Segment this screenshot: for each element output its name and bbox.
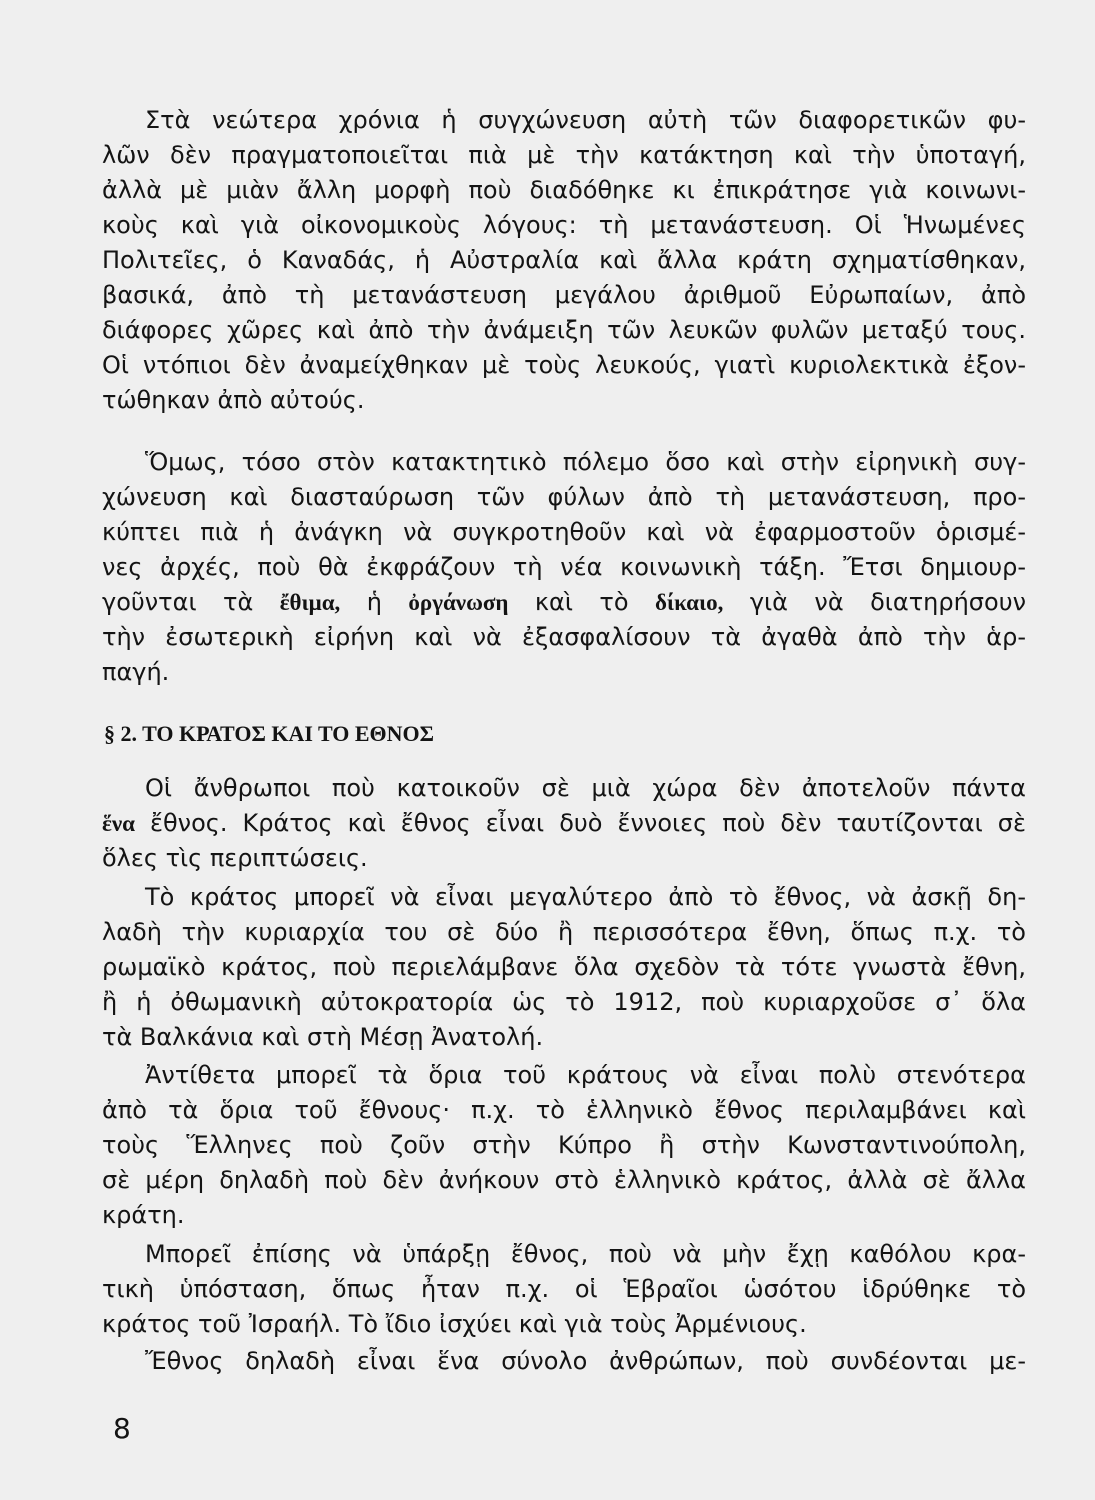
text-line: τώθηκαν ἀπὸ αὐτούς. [102,386,365,414]
text-line: παγή. [102,658,170,686]
text-line: Ἔθνος δηλαδὴ εἶναι ἕνα σύνολο ἀνθρώπων, ποὺ συνδέονται με- [145,1347,1026,1375]
text-line: σὲ μέρη δηλαδὴ ποὺ δὲν ἀνήκουν στὸ ἑλληνικὸ κράτος, ἀλλὰ σὲ ἄλλα [102,1166,1026,1194]
text-line: τοὺς Ἕλληνες ποὺ ζοῦν στὴν Κύπρο ἢ στὴν Κωνσταντινούπολη, [102,1131,1026,1159]
text-line: κύπτει πιὰ ἡ ἀνάγκη νὰ συγκροτηθοῦν καὶ νὰ ἐφαρμοστοῦν ὁρισμέ- [102,518,1026,546]
text-line: Μπορεῖ ἐπίσης νὰ ὑπάρξῃ ἔθνος, ποὺ νὰ μὴν ἔχῃ καθόλου κρα- [145,1240,1026,1268]
paragraph-nation-without-state [102,1237,1026,1342]
text-segment: ἔθνος. Κράτος καὶ ἔθνος εἶναι δυὸ ἔννοιες ποὺ δὲν ταυτίζονται σὲ [134,809,1026,837]
text-line: ὅλες τὶς περιπτώσεις. [102,844,368,872]
text-line: τὴν ἐσωτερικὴ εἰρήνη καὶ νὰ ἐξασφαλίσουν τὰ ἀγαθὰ ἀπὸ τὴν ἁρ- [102,623,1026,651]
page-number: 8 [113,1412,131,1445]
term-organization: ὀργάνωση [408,590,509,615]
text-line: νες ἀρχές, ποὺ θὰ ἐκφράζουν τὴ νέα κοινωνικὴ τάξη. Ἔτσι δημιουρ- [102,553,1026,581]
text-line-with-emphasis [102,806,1026,841]
term-law: δίκαιο, [655,590,724,615]
paragraph-nation-definition [102,1344,1026,1379]
text-line: Στὰ νεώτερα χρόνια ἡ συγχώνευση αὐτὴ τῶν διαφορετικῶν φυ- [145,106,1026,134]
text-line: ρωμαϊκὸ κράτος, ποὺ περιελάμβανε ὅλα σχεδὸν τὰ τότε γνωστὰ ἔθνη, [102,953,1026,981]
text-line: διάφορες χῶρες καὶ ἀπὸ τὴν ἀνάμειξη τῶν λευκῶν φυλῶν μεταξύ τους. [102,316,1026,344]
text-line: βασικά, ἀπὸ τὴ μετανάστευση μεγάλου ἀριθμοῦ Εὐρωπαίων, ἀπὸ [102,281,1026,309]
text-line: Οἱ ἄνθρωποι ποὺ κατοικοῦν σὲ μιὰ χώρα δὲν ἀποτελοῦν πάντα [145,774,1026,802]
text-line-with-terms [102,585,1026,620]
text-line: κράτη. [102,1201,185,1229]
text-line: ἀλλὰ μὲ μιὰν ἄλλη μορφὴ ποὺ διαδόθηκε κι ἐπικράτησε γιὰ κοινωνι- [102,176,1026,204]
paragraph-people-nation [102,771,1026,876]
text-segment: ἡ [340,588,409,616]
text-line: λαδὴ τὴν κυριαρχία του σὲ δύο ἢ περισσότερα ἔθνη, ὅπως π.χ. τὸ [102,918,1026,946]
text-line: κοὺς καὶ γιὰ οἰκονομικοὺς λόγους: τὴ μετανάστευση. Οἱ Ἡνωμένες [102,211,1026,239]
section-heading: § 2. ΤΟ ΚΡΑΤΟΣ ΚΑΙ ΤΟ ΕΘΝΟΣ [104,721,435,746]
text-segment: γοῦνται τὰ [102,588,280,616]
text-segment: καὶ τὸ [508,588,655,616]
text-segment: γιὰ νὰ διατηρήσουν [723,588,1026,616]
text-line: λῶν δὲν πραγματοποιεῖται πιὰ μὲ τὴν κατάκτηση καὶ τὴν ὑποταγή, [102,141,1026,169]
text-line: ἀπὸ τὰ ὅρια τοῦ ἔθνους· π.χ. τὸ ἑλληνικὸ ἔθνος περιλαμβάνει καὶ [102,1096,1026,1124]
text-line: χώνευση καὶ διασταύρωση τῶν φύλων ἀπὸ τὴ μετανάστευση, προ- [102,483,1026,511]
text-line: κράτος τοῦ Ἰσραήλ. Τὸ ἴδιο ἰσχύει καὶ γιὰ τοὺς Ἀρμένιους. [102,1310,807,1338]
paragraph-immigration [102,103,1026,418]
emphasis-one: ἕνα [102,811,135,836]
term-customs: ἔθιμα, [279,590,341,615]
text-line: τικὴ ὑπόσταση, ὅπως ἦταν π.χ. οἱ Ἑβραῖοι ὡσότου ἱδρύθηκε τὸ [102,1275,1026,1303]
text-line: τὰ Βαλκάνια καὶ στὴ Μέσῃ Ἀνατολή. [102,1023,544,1051]
text-line: Οἱ ντόπιοι δὲν ἀναμείχθηκαν μὲ τοὺς λευκούς, γιατὶ κυριολεκτικὰ ἐξον- [102,351,1026,379]
text-line: Πολιτεῖες, ὁ Καναδάς, ἡ Αὐστραλία καὶ ἄλλα κράτη σχηματίσθηκαν, [102,246,1026,274]
text-line: Ἀντίθετα μπορεῖ τὰ ὅρια τοῦ κράτους νὰ εἶναι πολὺ στενότερα [145,1061,1026,1089]
paragraph-social-order [102,445,1026,690]
text-line: Τὸ κράτος μπορεῖ νὰ εἶναι μεγαλύτερο ἀπὸ τὸ ἔθνος, νὰ ἀσκῇ δη- [145,883,1026,911]
paragraph-state-larger [102,880,1026,1055]
paragraph-state-narrower [102,1058,1026,1233]
text-line: Ὅμως, τόσο στὸν κατακτητικὸ πόλεμο ὅσο καὶ στὴν εἰρηνικὴ συγ- [145,448,1026,476]
text-line: ἢ ἡ ὀθωμανικὴ αὐτοκρατορία ὡς τὸ 1912, ποὺ κυριαρχοῦσε σ᾿ ὅλα [102,988,1026,1016]
